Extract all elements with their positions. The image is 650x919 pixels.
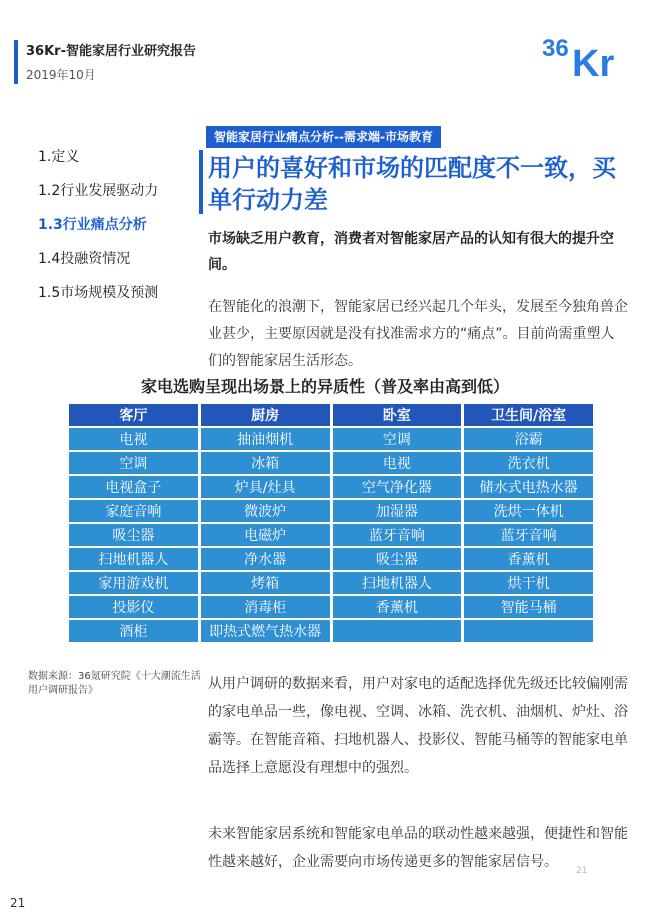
table-cell-empty [333, 620, 462, 642]
table-cell: 酒柜 [69, 620, 198, 642]
title-accent-bar [199, 150, 203, 214]
table-cell: 洗烘一体机 [464, 500, 593, 522]
report-title: 36Kr-智能家居行业研究报告 [26, 44, 196, 59]
table-cell: 吸尘器 [69, 524, 198, 546]
header-kitchen: 厨房 [201, 404, 330, 426]
table-title: 家电选购呈现出场景上的异质性（普及率由高到低） [140, 377, 509, 396]
table-cell: 香薰机 [464, 548, 593, 570]
side-nav [38, 140, 208, 310]
subtitle: 市场缺乏用户教育，消费者对智能家居产品的认知有很大的提升空间。 [208, 231, 614, 273]
header-bedroom: 卧室 [333, 404, 462, 426]
table-row [69, 596, 593, 618]
nav-item-pain-points[interactable]: 1.3行业痛点分析 [38, 217, 147, 233]
table-cell: 空气净化器 [333, 476, 462, 498]
table-cell: 智能马桶 [464, 596, 593, 618]
table-cell: 浴霸 [464, 428, 593, 450]
table-row [69, 572, 593, 594]
table-cell: 家庭音响 [69, 500, 198, 522]
table-cell: 烘干机 [464, 572, 593, 594]
nav-item-investment[interactable]: 1.4投融资情况 [38, 251, 131, 267]
table-cell: 烤箱 [201, 572, 330, 594]
table-cell: 蓝牙音响 [333, 524, 462, 546]
table-row [69, 620, 593, 642]
appliance-table [66, 402, 596, 644]
table-cell: 吸尘器 [333, 548, 462, 570]
analysis-paragraph: 从用户调研的数据来看，用户对家电的适配选择优先级还比较偏刚需的家电单品一些，像电视、空调、冰箱、洗衣机、油烟机、炉灶、浴霸等。在智能音箱、扫地机器人、投影仪、智能马桶等的智能家电单品选择上意愿没有理想中的强烈。 [208, 676, 628, 776]
header-bathroom: 卫生间/浴室 [464, 404, 593, 426]
report-date: 2019年10月 [26, 68, 96, 82]
data-source-note: 数据来源：36氪研究院《十大潮流生活用户调研报告》 [28, 671, 201, 696]
faint-page-number: 21 [576, 866, 588, 876]
header-living-room: 客厅 [69, 404, 198, 426]
nav-item-definition[interactable]: 1.定义 [38, 149, 80, 165]
table-row [69, 476, 593, 498]
nav-item-drivers[interactable]: 1.2行业发展驱动力 [38, 183, 159, 199]
table-cell: 香薰机 [333, 596, 462, 618]
table-cell: 抽油烟机 [201, 428, 330, 450]
table-row [69, 524, 593, 546]
table-cell: 冰箱 [201, 452, 330, 474]
table-cell: 电视 [69, 428, 198, 450]
table-cell: 洗衣机 [464, 452, 593, 474]
table-cell: 蓝牙音响 [464, 524, 593, 546]
table-cell: 微波炉 [201, 500, 330, 522]
nav-item-market-size[interactable]: 1.5市场规模及预测 [38, 285, 159, 301]
table-cell: 即热式燃气热水器 [201, 620, 330, 642]
table-cell: 电磁炉 [201, 524, 330, 546]
table-cell: 炉具/灶具 [201, 476, 330, 498]
table-header-row [69, 404, 593, 426]
header-accent-bar [14, 40, 18, 84]
table-cell: 消毒柜 [201, 596, 330, 618]
table-cell: 投影仪 [69, 596, 198, 618]
svg-text:36: 36 [542, 35, 569, 62]
table-cell: 扫地机器人 [333, 572, 462, 594]
table-cell: 空调 [69, 452, 198, 474]
page-number: 21 [10, 896, 26, 910]
svg-text:Kr: Kr [572, 43, 615, 80]
table-cell: 储水式电热水器 [464, 476, 593, 498]
table-cell-empty [464, 620, 593, 642]
table-cell: 扫地机器人 [69, 548, 198, 570]
36kr-logo [538, 28, 634, 80]
table-row [69, 452, 593, 474]
table-cell: 电视 [333, 452, 462, 474]
outlook-paragraph: 未来智能家居系统和智能家电单品的联动性越来越强，便捷性和智能性越来越好，企业需要向市场传递更多的智能家居信号。 [208, 826, 628, 870]
table-row [69, 428, 593, 450]
table-row [69, 500, 593, 522]
table-cell: 加湿器 [333, 500, 462, 522]
table-cell: 电视盒子 [69, 476, 198, 498]
table-cell: 空调 [333, 428, 462, 450]
section-tag: 智能家居行业痛点分析--需求端-市场教育 [206, 126, 441, 148]
table-cell: 净水器 [201, 548, 330, 570]
intro-paragraph: 在智能化的浪潮下，智能家居已经兴起几个年头，发展至今独角兽企业甚少，主要原因就是没有找准需求方的“痛点”。目前尚需重塑人们的智能家居生活形态。 [208, 299, 628, 369]
table-cell: 家用游戏机 [69, 572, 198, 594]
page-title: 用户的喜好和市场的匹配度不一致，买单行动力差 [208, 154, 616, 214]
table-row [69, 548, 593, 570]
